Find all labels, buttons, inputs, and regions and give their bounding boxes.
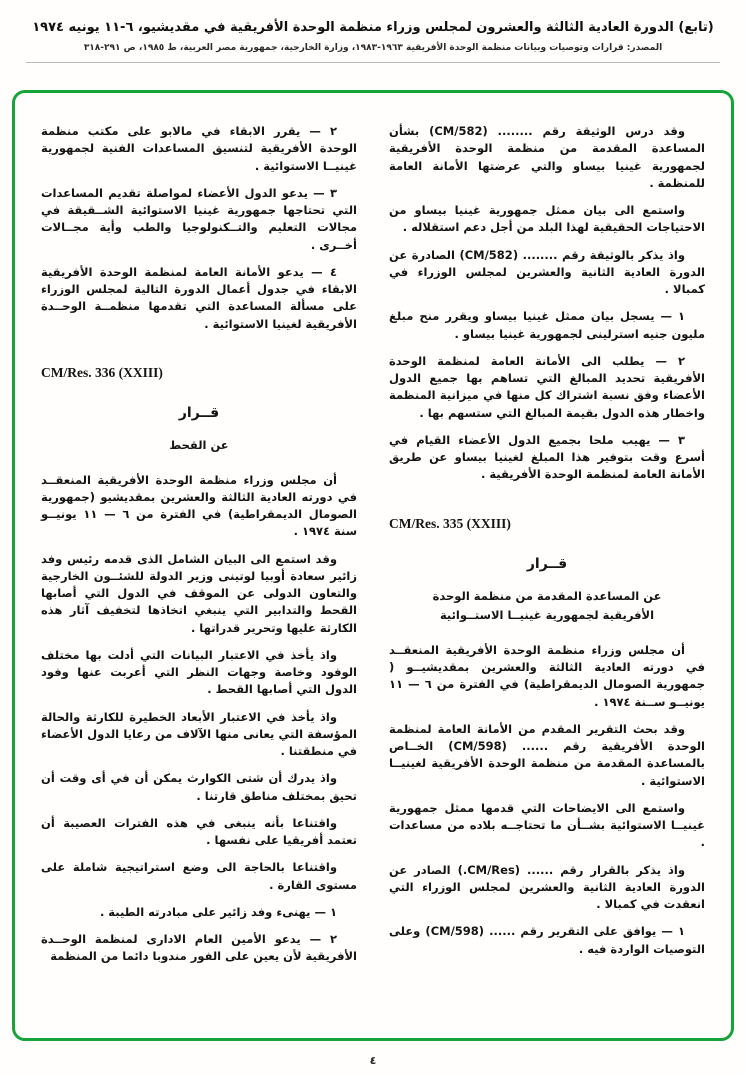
paragraph: وقد درس الوثيقة رقم ........ (CM/582) بشأن المساعدة المقدمة من منظمة الوحدة الأفريقية لجمهورية غينيا بيساو والتي عرضتها الأمانة العامة للمنظمة . bbox=[389, 124, 705, 190]
numbered-item: ٣ — يهيب ملحا بجميع الدول الأعضاء القيام في أسرع وقت بتوفير هذا المبلغ لغينيا بيساو عن طريق الأمانة العامة لمنظمة الوحدة الأفريقية . bbox=[389, 432, 705, 482]
numbered-item: ١ — يسجل بيان ممثل غينيا بيساو ويقرر منح مبلغ مليون جنيه استرلينى لجمهورية غينيا بيساو . bbox=[389, 309, 705, 341]
paragraph: واذ يذكر بالوثيقة رقم ........ (CM/582) الصادرة عن الدورة العادية الثانية والعشرين لمجلس الوزراء في كمبالا . bbox=[389, 247, 705, 296]
header-divider bbox=[26, 62, 720, 63]
resolution-subject: عن المساعدة المقدمة من منظمة الوحدة الأفريقية لجمهورية غينيــا الاستــوائية bbox=[432, 588, 662, 623]
paragraph: واستمع الى الايضاحات التي قدمها ممثل جمهورية غينيــا الاستوائية بشــأن ما تحتاجــه بلاده من مساعدات . bbox=[389, 800, 705, 850]
numbered-item: ١ — يوافق على التقرير رقم ...... (CM/598) وعلى التوصيات الواردة فيه . bbox=[389, 924, 705, 956]
numbered-item: ٤ — يدعو الأمانة العامة لمنظمة الوحدة الأفريقية الابقاء في جدول أعمال الدورة التالية لمجلس الوزراء على مسألة المساعدة التي تقدمها منظمــة الوحــدة الأفريقية لغينيا الاستوائية . bbox=[41, 264, 357, 331]
paragraph: واقتناعا بأنه ينبغى في هذه الفترات العصيبة أن تعتمد أفريقيا على نفسها . bbox=[41, 815, 357, 848]
numbered-item: ٢ — يدعو الأمين العام الادارى لمنظمة الوحــدة الأفريقية لأن يعين على الفور مندوبا دائما من المنظمة bbox=[41, 932, 357, 964]
header-source: المصدر: قرارات وتوصيات وبيانات منظمة الوحدة الأفريقية ١٩٦٣-١٩٨٣، وزارة الخارجية، جمهورية مصر العربية، ط ١٩٨٥، ص ٢٩١-٣١٨ bbox=[83, 43, 663, 53]
paragraph: واستمع الى بيان ممثل جمهورية غينيا بيساو من الاحتياجات الحقيقية لهذا البلد من أجل دعم استقلاله . bbox=[389, 203, 705, 235]
column-left bbox=[41, 123, 357, 1018]
paragraph: واذ يأخذ في الاعتبار البيانات التي أدلت بها مختلف الوفود وخاصة وجهات النظر التي أعربت عنها وفود الدول التي أصابها القحط . bbox=[41, 647, 357, 697]
paragraph: أن مجلس وزراء منظمة الوحدة الأفريقية المنعقــد في دورته العادية الثالثة والعشرين بمقديشيو (جمهورية الصومال الديمقراطية) في الفترة من ٦ — ١١ يونيــو سنة ١٩٧٤ . bbox=[41, 472, 357, 539]
page-footer bbox=[0, 1054, 746, 1067]
resolution-subject: عن القحط bbox=[169, 438, 229, 452]
numbered-item: ١ — يهنىء وفد زائير على مبادرته الطيبة . bbox=[99, 904, 337, 919]
header-title: (تابع) الدورة العادية الثالثة والعشرون لمجلس وزراء منظمة الوحدة الأفريقية في مقديشيو، ٦-١١ يونيه ١٩٧٤ bbox=[32, 20, 714, 35]
numbered-item: ٢ — يطلب الى الأمانة العامة لمنظمة الوحدة الأفريقية تحديد المبالغ التي تساهم بها جميع الدول الأعضاء وفق نسبة اشتراك كل منها في ميزانية المنظمة واخطار هذه الدول بقيمة المبالغ التي ستسهم بها . bbox=[389, 353, 705, 420]
page-number: ٤ bbox=[369, 1054, 377, 1067]
content-frame bbox=[12, 90, 734, 1041]
paragraph: واذ يدرك أن شتى الكوارث يمكن أن في أى وقت أن تحيق بمختلف مناطق قارتنا . bbox=[41, 771, 357, 803]
paragraph: واذ يذكر بالقرار رقم ...... (CM/Res.) الصادر عن الدورة العادية الثانية والعشرين لمجلس الوزراء التي انعقدت في كمبالا . bbox=[389, 862, 705, 912]
paragraph: وقد بحث التقرير المقدم من الأمانة العامة لمنظمة الوحدة الأفريقية رقم ...... (CM/598) الخــاص بالمساعدة المقدمة من منظمة الوحدة الأفريقية لغينيــا الاستوائية . bbox=[389, 721, 705, 788]
numbered-item: ٣ — يدعو الدول الأعضاء لمواصلة تقديم المساعدات التي تحتاجها جمهورية غينيا الاستوائية الشــقيقة في مجالات التعليم والتــكنولوجيا والطب وأية مجــالات أخــرى . bbox=[41, 185, 357, 252]
numbered-item: ٢ — يقرر الابقاء في مالابو على مكتب منظمة الوحدة الأفريقية لتنسيق المساعدات الفنية لجمهورية غينيــا الاستوائية . bbox=[41, 124, 357, 173]
paragraph: واقتناعا بالحاجة الى وضع استراتيجية شاملة على مستوى القارة . bbox=[41, 860, 357, 892]
paragraph: واذ يأخذ في الاعتبار الأبعاد الخطيرة للكارثة والحالة المؤسفة التي يعانى منها الآلاف من رعايا الدول الأعضاء في منطقتنا . bbox=[41, 709, 357, 759]
column-right bbox=[389, 123, 705, 1018]
resolution-ref: CM/Res. 336 (XXIII) bbox=[41, 364, 163, 380]
paragraph: أن مجلس وزراء منظمة الوحدة الأفريقية المنعقــد في دورته العادية الثالثة والعشرين بمقديشيــو ( جمهورية الصومال الديمقراطية) في الفترة من ٦ — ١١ يونيــو ســنة ١٩٧٤ . bbox=[389, 642, 705, 709]
text-columns bbox=[41, 123, 705, 1018]
paragraph: وقد استمع الى البيان الشامل الذى قدمه رئيس وفد زائير سعادة أوبيا لوتينى وزير الدولة للشئــون الخارجية والتعاون الدولى عن الموقف في الدول التي أصابها القحط والتدابير التي ينبغي اتخاذها لتخفيف آثار هذه الكارثة عليها وتحرير قدراتها . bbox=[41, 551, 357, 635]
page-header bbox=[0, 0, 746, 63]
resolution-ref: CM/Res. 335 (XXIII) bbox=[389, 515, 511, 531]
resolution-title: قــرار bbox=[526, 555, 568, 572]
resolution-title: قــرار bbox=[178, 405, 220, 421]
